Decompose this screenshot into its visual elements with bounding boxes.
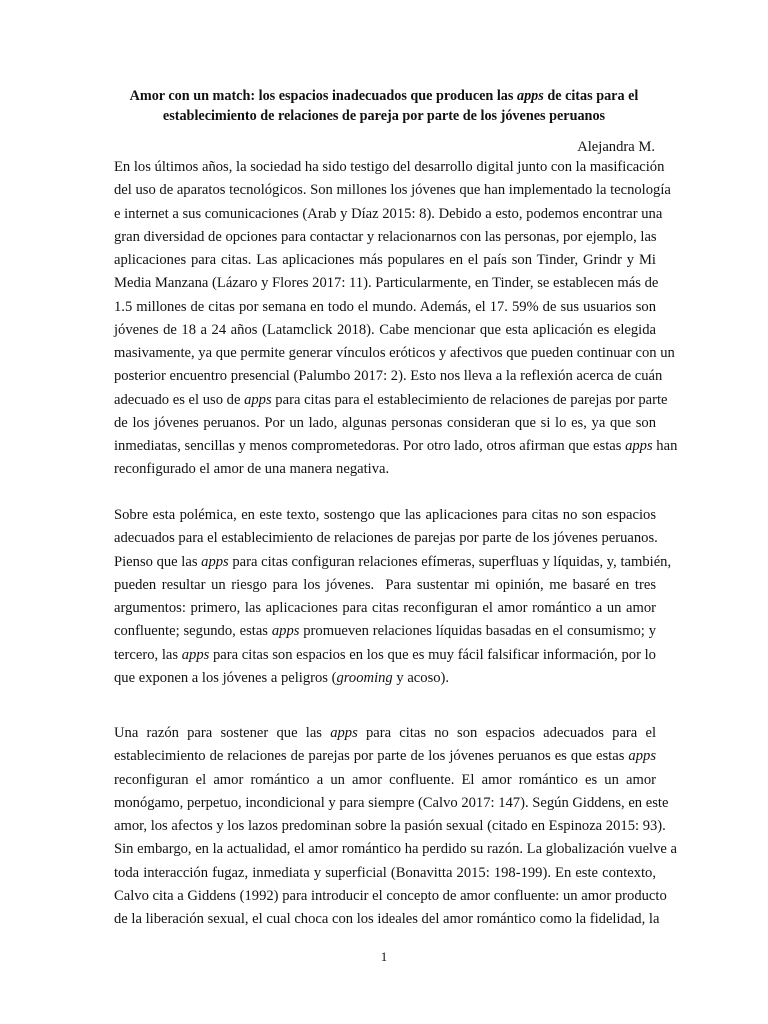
italic-term: apps: [628, 748, 656, 765]
text-line: [114, 574, 656, 597]
paragraph-first-argument: [114, 722, 678, 931]
text-run: En los últimos años, la sociedad ha sido testigo del desarrollo digital junto con la masificación: [114, 159, 665, 175]
text-run: gran diversidad de opciones para contactar y relacionarnos con las personas, por ejemplo, las: [114, 228, 657, 245]
text-line: [114, 908, 660, 931]
text-line: [114, 226, 656, 249]
text-run: para citas para el establecimiento de relaciones de parejas por parte: [271, 391, 668, 408]
text-run: de los jóvenes peruanos. Por un lado, algunas personas consideran que si lo es, ya que son: [114, 414, 656, 431]
text-run: 1.5 millones de citas por semana en todo el mundo. Además, el 17. 59% de sus usuarios son: [114, 298, 656, 315]
text-run: pueden resultar un riesgo para los jóvenes. Para sustentar mi opinión, me basaré en tres: [114, 576, 656, 593]
text-run: Sin embargo, en la actualidad, el amor romántico ha perdido su razón. La globalización vuelve a: [114, 841, 678, 858]
text-line: [114, 838, 678, 861]
text-run: reconfigurado el amor de una manera negativa.: [114, 461, 390, 478]
text-run: tercero, las: [114, 646, 182, 663]
text-line: [114, 504, 656, 527]
paragraph-introduction: [114, 156, 678, 482]
text-line: [114, 389, 668, 412]
text-line: [114, 342, 675, 365]
text-run: de citas para el: [543, 88, 639, 104]
text-line: [114, 412, 656, 435]
text-line: [114, 296, 656, 319]
text-run: Amor con un match: los espacios inadecuados que producen las: [129, 88, 517, 104]
text-line: [114, 644, 656, 667]
text-run: jóvenes de 18 a 24 años (Latamclick 2018). Cabe mencionar que esta aplicación es elegida: [114, 321, 656, 338]
italic-term: apps: [330, 725, 358, 741]
italic-term: apps: [201, 553, 229, 570]
text-line: [114, 862, 656, 885]
text-run: de la liberación sexual, el cual choca con los ideales del amor romántico como la fidelidad, la: [114, 911, 660, 927]
document-title: [100, 86, 668, 126]
text-run: e internet a sus comunicaciones (Arab y Díaz 2015: 8). Debido a esto, podemos encontrar una: [114, 205, 663, 222]
italic-term: apps: [516, 88, 544, 104]
text-line: [114, 792, 669, 815]
text-run: para citas no son espacios adecuados para el: [357, 725, 656, 741]
text-line: [114, 597, 656, 620]
text-line: [114, 667, 656, 690]
text-run: toda interacción fugaz, inmediata y superficial (Bonavitta 2015: 198-199). En este contexto,: [114, 864, 656, 881]
text-run: y acoso).: [392, 669, 450, 686]
text-run: adecuados para el establecimiento de relaciones de parejas por parte de los jóvenes peruanos.: [114, 530, 658, 547]
text-line: [114, 249, 656, 272]
text-run: del uso de aparatos tecnológicos. Son millones los jóvenes que han implementado la tecnología: [114, 182, 671, 199]
text-run: para citas son espacios en los que es muy fácil falsificar información, por lo: [209, 646, 656, 663]
text-run: para citas configuran relaciones efímeras, superfluas y líquidas, y, también,: [228, 553, 672, 570]
text-line: [114, 722, 656, 745]
text-run: Una razón para sostener que las: [114, 725, 331, 741]
text-run: Pienso que las: [114, 553, 202, 570]
text-run: posterior encuentro presencial (Palumbo 2017: 2). Esto nos lleva a la reflexión acerca de cuán: [114, 368, 663, 385]
text-line: [114, 365, 663, 388]
text-line: [114, 435, 678, 458]
text-run: han: [652, 438, 678, 454]
text-line: [114, 319, 656, 342]
italic-term: apps: [625, 438, 653, 454]
paragraph-thesis: [114, 504, 672, 690]
text-run: que exponen a los jóvenes a peligros (: [114, 669, 337, 686]
text-run: aplicaciones para citas. Las aplicaciones más populares en el país son Tinder, Grindr y Mi: [114, 252, 656, 268]
author-name: Alejandra M.: [577, 139, 655, 155]
text-run: promueven relaciones líquidas basadas en el consumismo; y: [299, 623, 657, 640]
text-line: [114, 745, 656, 768]
text-line: [114, 203, 663, 226]
text-line: [114, 769, 656, 792]
text-run: argumentos: primero, las aplicaciones para citas reconfiguran el amor romántico a un amor: [114, 600, 656, 616]
text-line: [114, 885, 667, 908]
italic-term: grooming: [336, 669, 393, 686]
text-line: [114, 551, 672, 574]
text-run: Media Manzana (Lázaro y Flores 2017: 11). Particularmente, en Tinder, se establecen más de: [114, 275, 659, 292]
text-run: amor, los afectos y los lazos predominan sobre la pasión sexual (citado en Espinoza 2015: 93).: [114, 818, 666, 834]
title-line-1: [100, 86, 668, 106]
text-line: [114, 272, 659, 295]
italic-term: apps: [181, 646, 210, 663]
text-line: [114, 156, 665, 179]
text-line: [114, 179, 671, 202]
text-line: [114, 620, 656, 643]
text-run: reconfiguran el amor romántico a un amor confluente. El amor romántico es un amor: [114, 771, 656, 788]
text-run: masivamente, ya que permite generar vínculos eróticos y afectivos que pueden continuar con un: [114, 345, 675, 361]
italic-term: apps: [271, 623, 300, 640]
title-line-2: establecimiento de relaciones de pareja por parte de los jóvenes peruanos: [162, 108, 606, 124]
text-run: Calvo cita a Giddens (1992) para introducir el concepto de amor confluente: un amor producto: [114, 887, 667, 904]
text-run: establecimiento de relaciones de parejas por parte de los jóvenes peruanos es que estas: [114, 748, 629, 765]
text-run: adecuado es el uso de: [114, 391, 245, 408]
text-line: [114, 815, 666, 838]
page-number: 1: [380, 949, 388, 964]
text-run: Sobre esta polémica, en este texto, sostengo que las aplicaciones para citas no son espacios: [114, 507, 656, 523]
text-run: confluente; segundo, estas: [114, 623, 272, 640]
text-line: [114, 527, 656, 550]
italic-term: apps: [244, 391, 272, 408]
text-line: [114, 458, 656, 481]
text-run: monógamo, perpetuo, incondicional y para siempre (Calvo 2017: 147). Según Giddens, en este: [114, 794, 669, 811]
text-run: inmediatas, sencillas y menos comprometedoras. Por otro lado, otros afirman que estas: [114, 438, 626, 454]
